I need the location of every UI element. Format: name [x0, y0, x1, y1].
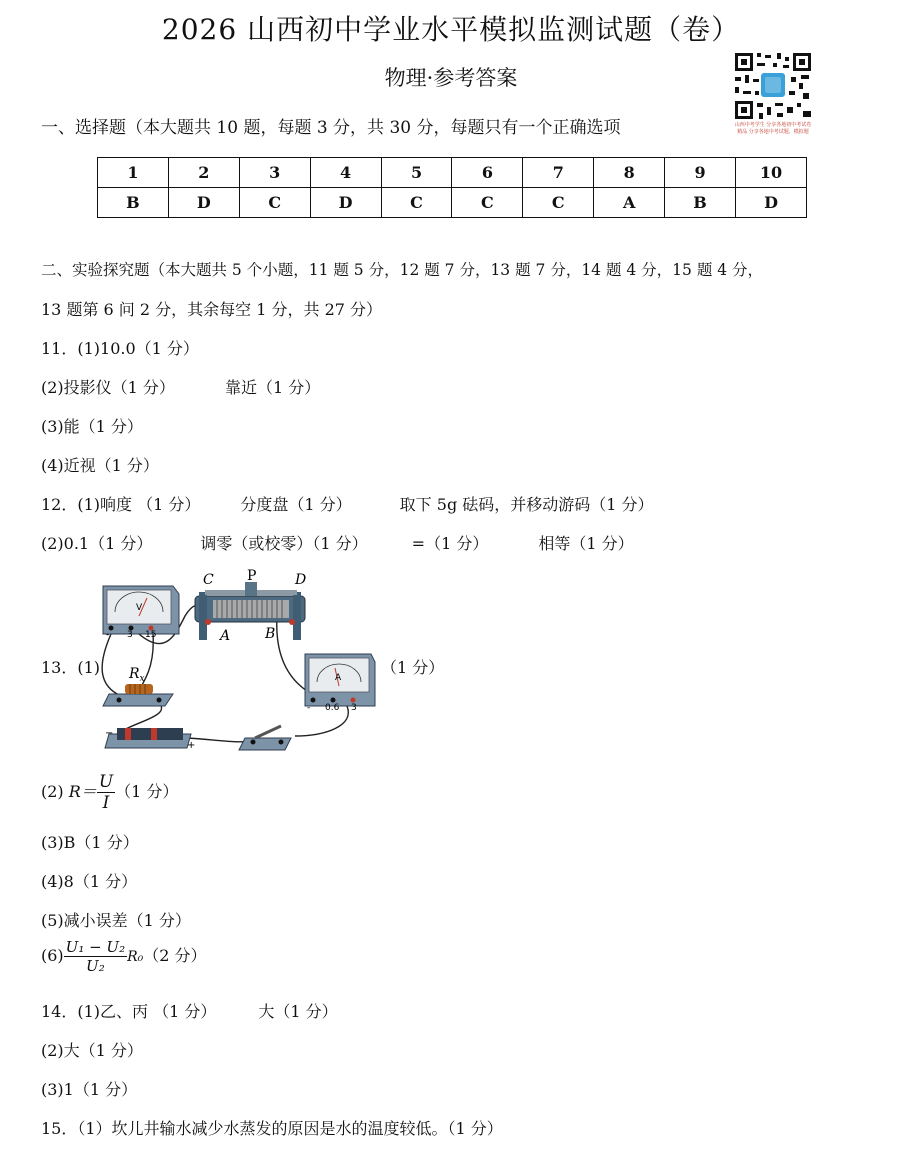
- table-cell: B: [98, 188, 169, 218]
- table-cell: D: [736, 188, 807, 218]
- q14-line3: (3)1（1 分）: [41, 1080, 138, 1099]
- table-cell: 5: [381, 158, 452, 188]
- voltmeter-tick-minus: -: [106, 630, 110, 640]
- q11-line2-part-b: 靠近（1 分）: [224, 378, 321, 397]
- q12-line1-part-b: 分度盘（1 分）: [240, 495, 352, 514]
- q12-line2: [41, 531, 634, 554]
- formula6-tail: R₀: [127, 949, 144, 965]
- table-cell: C: [239, 188, 310, 218]
- table-row-answers: [98, 188, 807, 218]
- q13-line1-prefix: 13．(1): [41, 658, 101, 677]
- resistor-icon: [103, 684, 173, 706]
- label-rx: $R_x$: [129, 666, 145, 684]
- q12-line1-part-a: 12．(1)响度 （1 分）: [41, 495, 201, 514]
- ammeter-letter: A: [335, 673, 342, 683]
- q13-line2-score: （1 分）: [115, 782, 179, 801]
- circuit-diagram: [95, 566, 380, 758]
- rheostat-icon: [195, 582, 305, 640]
- q11-line4: (4)近视（1 分）: [41, 456, 159, 475]
- table-cell: A: [594, 188, 665, 218]
- q12-line2-part-a: (2)0.1（1 分）: [41, 534, 153, 553]
- q11-line2-part-a: (2)投影仪（1 分）: [41, 378, 175, 397]
- table-cell: 3: [239, 158, 310, 188]
- q11-line1: 11．(1)10.0（1 分）: [41, 339, 199, 358]
- q13-line5: (5)减小误差（1 分）: [41, 911, 191, 930]
- table-cell: C: [381, 188, 452, 218]
- section1-heading: 一、选择题（本大题共 10 题，每题 3 分，共 30 分，每题只有一个正确选项: [41, 118, 621, 138]
- label-p: P: [247, 568, 257, 584]
- table-cell: 2: [168, 158, 239, 188]
- table-row-numbers: [98, 158, 807, 188]
- voltmeter-letter: V: [136, 603, 143, 613]
- q13-line2: [41, 772, 178, 813]
- switch-icon: [239, 726, 291, 750]
- voltmeter-tick-3: 3: [127, 630, 133, 640]
- formula-denominator: I: [102, 793, 110, 813]
- q12-line2-part-c: =（1 分）: [411, 534, 489, 553]
- q11-line3: (3)能（1 分）: [41, 417, 143, 436]
- table-cell: 6: [452, 158, 523, 188]
- table-cell: C: [452, 188, 523, 218]
- formula-fraction: [97, 772, 115, 813]
- q14-line1-part-a: 14．(1)乙、丙 （1 分）: [41, 1002, 217, 1021]
- table-cell: 8: [594, 158, 665, 188]
- q15-line1: 15．（1）坎儿井输水减少水蒸发的原因是水的温度较低。（1 分）: [41, 1119, 503, 1138]
- ammeter-tick-06: 0.6: [325, 703, 340, 713]
- battery-minus: −: [105, 728, 114, 739]
- answer-table: [97, 157, 807, 218]
- formula6-numerator: U₁ − U₂: [65, 938, 126, 956]
- ammeter-tick-minus: -: [307, 703, 311, 713]
- q13-line3: (3)B（1 分）: [41, 833, 139, 852]
- q13-line6-prefix: (6): [41, 946, 64, 965]
- table-cell: 1: [98, 158, 169, 188]
- formula-lhs: R＝: [68, 782, 97, 801]
- qr-code-icon: [733, 51, 813, 121]
- table-cell: D: [168, 188, 239, 218]
- q14-line1: [41, 999, 338, 1022]
- battery-icon: [105, 728, 191, 748]
- table-cell: 10: [736, 158, 807, 188]
- table-cell: 9: [665, 158, 736, 188]
- q13-line2-prefix: (2): [41, 782, 69, 801]
- label-a: A: [220, 628, 231, 644]
- q13-line6-score: （2 分）: [143, 946, 207, 965]
- table-cell: B: [665, 188, 736, 218]
- q13-line4: (4)8（1 分）: [41, 872, 138, 891]
- formula6-denominator: U₂: [86, 957, 105, 975]
- table-cell: 4: [310, 158, 381, 188]
- label-c: C: [203, 572, 214, 588]
- q12-line1-part-c: 取下 5g 砝码，并移动游码（1 分）: [399, 495, 654, 514]
- q12-line2-part-d: 相等（1 分）: [538, 534, 634, 553]
- battery-plus: +: [187, 740, 196, 751]
- page-subtitle: 物理·参考答案: [384, 66, 518, 90]
- q12-line2-part-b: 调零（或校零）（1 分）: [200, 534, 368, 553]
- section2-heading-line1: 二、实验探究题（本大题共 5 个小题，11 题 5 分，12 题 7 分，13 题 7 分，14 题 4 分，15 题 4 分，: [41, 261, 764, 279]
- voltmeter-tick-15: 15: [145, 630, 157, 640]
- q12-line1: [41, 492, 654, 515]
- label-d: D: [295, 572, 307, 588]
- q11-line2: [41, 375, 320, 398]
- qr-caption: 山西中考学生 分享各地初中考试卷精品 分享各地中考试题、模拟题: [734, 122, 812, 135]
- q13-line1-score: （1 分）: [381, 658, 445, 677]
- ammeter-tick-3: 3: [351, 703, 357, 713]
- section2-heading-line2: 13 题第 6 问 2 分，其余每空 1 分，共 27 分）: [41, 300, 383, 319]
- formula-numerator: U: [98, 772, 114, 792]
- page-title: 2026 山西初中学业水平模拟监测试题（卷）: [161, 13, 741, 46]
- q13-line6: [41, 938, 207, 975]
- table-cell: C: [523, 188, 594, 218]
- label-b: B: [265, 626, 276, 642]
- formula6-fraction: [64, 938, 127, 975]
- q14-line1-part-b: 大（1 分）: [258, 1002, 338, 1021]
- q14-line2: (2)大（1 分）: [41, 1041, 143, 1060]
- table-cell: D: [310, 188, 381, 218]
- table-cell: 7: [523, 158, 594, 188]
